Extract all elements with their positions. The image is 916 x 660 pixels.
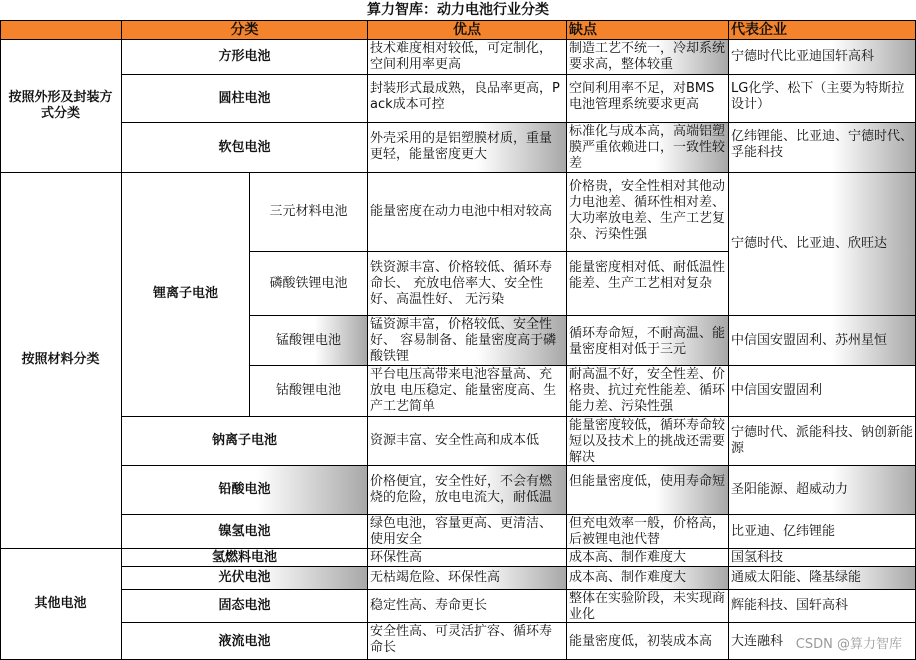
row-companies bbox=[729, 567, 916, 589]
row-cons: 价格贵，安全性相对其他动力电池差、循环性相对差、大功率放电差、生产工艺复杂、污染性强 bbox=[569, 179, 726, 242]
grid-line bbox=[250, 315, 916, 316]
row-name: 铅酸电池 bbox=[122, 466, 367, 514]
grid-line bbox=[122, 514, 916, 515]
row-companies-text: 大连融科 bbox=[731, 633, 784, 649]
row-name: 钠离子电池 bbox=[211, 433, 277, 448]
row-companies: LG化学、松下（主要为特斯拉设计） bbox=[731, 81, 905, 112]
row-pros-text: 无枯竭危险、环保性高 bbox=[370, 570, 501, 585]
row-pros: 外壳采用的是铝塑膜材质，重量更轻，能量密度更大 bbox=[368, 123, 566, 172]
header-companies: 代表企业 bbox=[729, 21, 916, 39]
row-pros-text: 能量密度在动力电池中相对较高 bbox=[370, 204, 553, 219]
grid-line bbox=[566, 20, 567, 660]
row-pros-text: 环保性高 bbox=[370, 549, 423, 565]
header-corner bbox=[0, 21, 121, 39]
row-cons: 能量密度较低，循环寿命较短以及技术上的挑战还需要解决 bbox=[569, 418, 726, 465]
row-companies-text: 宁德时代、派能科技、钠创新能源 bbox=[731, 425, 914, 456]
row-cons: 制造工艺不统一，冷却系统要求高，整体较重 bbox=[567, 40, 728, 74]
row-companies bbox=[729, 366, 916, 416]
row-companies: 亿纬锂能、比亚迪、宁德时代、孚能科技 bbox=[729, 123, 916, 172]
row-pros bbox=[368, 173, 566, 251]
row-name: 液流电池 bbox=[218, 633, 271, 649]
row-name: 钴酸锂电池 bbox=[275, 383, 341, 398]
grid-line bbox=[367, 20, 368, 660]
grid-line bbox=[0, 548, 916, 549]
row-companies bbox=[729, 417, 916, 465]
group-shape: 按照外形及封装方式分类 bbox=[8, 90, 113, 121]
grid-line bbox=[0, 39, 916, 40]
row-cons: 循环寿命短，不耐高温、能量密度相对低于三元 bbox=[567, 316, 728, 365]
group-material: 按照材料分类 bbox=[21, 352, 100, 367]
row-companies-text: 比亚迪、亿纬锂能 bbox=[731, 523, 836, 539]
row-companies-text: 通威太阳能、隆基绿能 bbox=[731, 570, 862, 585]
row-companies bbox=[729, 40, 916, 74]
row-companies-text: 宁德时代比亚迪国轩高科 bbox=[731, 49, 875, 64]
row-cons: 但充电效率一般，价格高，后被锂电池代替 bbox=[569, 516, 726, 547]
row-cons bbox=[567, 623, 728, 660]
row-name: 圆柱电池 bbox=[218, 90, 271, 106]
row-pros bbox=[368, 549, 566, 566]
row-companies bbox=[729, 466, 916, 514]
row-pros: 价格便宜，安全性好，不会有燃烧的危险，放电电流大，耐低温 bbox=[368, 466, 566, 514]
grid-line bbox=[121, 20, 122, 660]
header-pros: 优点 bbox=[368, 21, 566, 39]
grid-line bbox=[122, 589, 916, 590]
row-name: 磷酸铁锂电池 bbox=[269, 275, 348, 291]
row-name: 方形电池 bbox=[218, 49, 271, 64]
row-pros: 技术难度相对较低，可定制化，空间利用率更高 bbox=[370, 41, 553, 72]
grid-line bbox=[728, 20, 729, 660]
group-other: 其他电池 bbox=[34, 596, 87, 611]
row-name: 氢燃料电池 bbox=[211, 549, 277, 565]
table-title: 算力智库：动力电池行业分类 bbox=[367, 2, 549, 18]
row-companies-text: 中信国安盟固利 bbox=[731, 383, 823, 398]
row-name: 光伏电池 bbox=[122, 567, 367, 589]
row-pros: 锰资源丰富，价格较低、安全性好、 容易制备、能量密度高于磷酸铁锂 bbox=[368, 316, 566, 365]
grid-line bbox=[250, 251, 728, 252]
row-companies-text: 圣阳能源、超威动力 bbox=[731, 482, 849, 497]
row-companies-text: 宁德时代、比亚迪、欣旺达 bbox=[731, 236, 888, 251]
row-cons: 空间利用率不足，对BMS电池管理系统要求更高 bbox=[569, 81, 715, 112]
grid-line bbox=[0, 172, 916, 173]
row-cons-text: 成本高、制作难度大 bbox=[569, 549, 687, 565]
row-pros: 安全性高、可灵活扩容、循环寿命长 bbox=[370, 624, 553, 655]
row-pros bbox=[368, 567, 566, 589]
row-cons bbox=[567, 549, 728, 566]
grid-line bbox=[122, 416, 916, 417]
row-pros bbox=[368, 417, 566, 465]
row-name: 三元材料电池 bbox=[269, 204, 348, 219]
row-cons-text: 成本高、制作难度大 bbox=[569, 570, 687, 585]
row-name: 镍氢电池 bbox=[218, 523, 271, 539]
grid-line bbox=[0, 20, 916, 21]
row-cons: 标准化与成本高，高端铝塑膜严重依赖进口，一致性较差 bbox=[567, 123, 728, 172]
row-cons: 耐高温不好，安全性差、价格贵、抗过充性能差、循环能力差、污染性强 bbox=[569, 367, 726, 414]
grid-line bbox=[122, 465, 916, 466]
row-companies-text: 中信国安盟固利、苏州星恒 bbox=[731, 332, 888, 348]
row-pros: 铁资源丰富、价格较低、循环寿命长、 充放电倍率大、安全性好、高温性好、 无污染 bbox=[370, 260, 553, 307]
row-cons bbox=[567, 567, 728, 589]
row-pros-text: 资源丰富、安全性高和成本低 bbox=[370, 433, 540, 448]
row-pros: 封装形式最成熟，良品率更高，Pack成本可控 bbox=[370, 81, 560, 112]
row-name: 锰酸锂电池 bbox=[250, 316, 367, 365]
row-cons: 但能量密度低，使用寿命短 bbox=[567, 466, 728, 514]
row-companies bbox=[729, 549, 916, 566]
row-companies bbox=[729, 590, 916, 622]
grid-line bbox=[122, 622, 916, 623]
grid-line bbox=[0, 20, 1, 660]
row-name: 固态电池 bbox=[218, 598, 271, 613]
header-cons: 缺点 bbox=[567, 21, 728, 39]
row-pros bbox=[368, 590, 566, 622]
row-cons: 能量密度相对低、耐低温性能差、生产工艺相对复杂 bbox=[569, 260, 726, 291]
row-pros-text: 稳定性高、寿命更长 bbox=[370, 598, 488, 613]
row-pros: 绿色电池，容量更高、更清洁、使用安全 bbox=[370, 516, 553, 547]
row-companies bbox=[729, 173, 916, 315]
grid-line bbox=[250, 365, 916, 366]
row-companies-text: 国氢科技 bbox=[731, 549, 784, 565]
group-li-ion: 锂离子电池 bbox=[152, 286, 218, 301]
grid-line bbox=[122, 566, 916, 567]
grid-line bbox=[249, 172, 250, 416]
row-companies bbox=[729, 316, 916, 365]
row-companies-text: 辉能科技、国轩高科 bbox=[731, 598, 849, 613]
row-cons: 整体在实验阶段，未实现商业化 bbox=[569, 591, 726, 622]
grid-line bbox=[122, 122, 916, 123]
grid-line bbox=[122, 74, 916, 75]
row-companies bbox=[729, 515, 916, 548]
watermark: CSDN @算力智库 bbox=[795, 637, 902, 652]
row-pros: 平台电压高带来电池容量高、充放电 电压稳定、能量密度高、生产工艺简单 bbox=[370, 367, 557, 414]
row-name: 软包电池 bbox=[218, 139, 271, 155]
row-cons-text: 能量密度低，初装成本高 bbox=[569, 633, 713, 649]
header-category: 分类 bbox=[122, 21, 367, 39]
